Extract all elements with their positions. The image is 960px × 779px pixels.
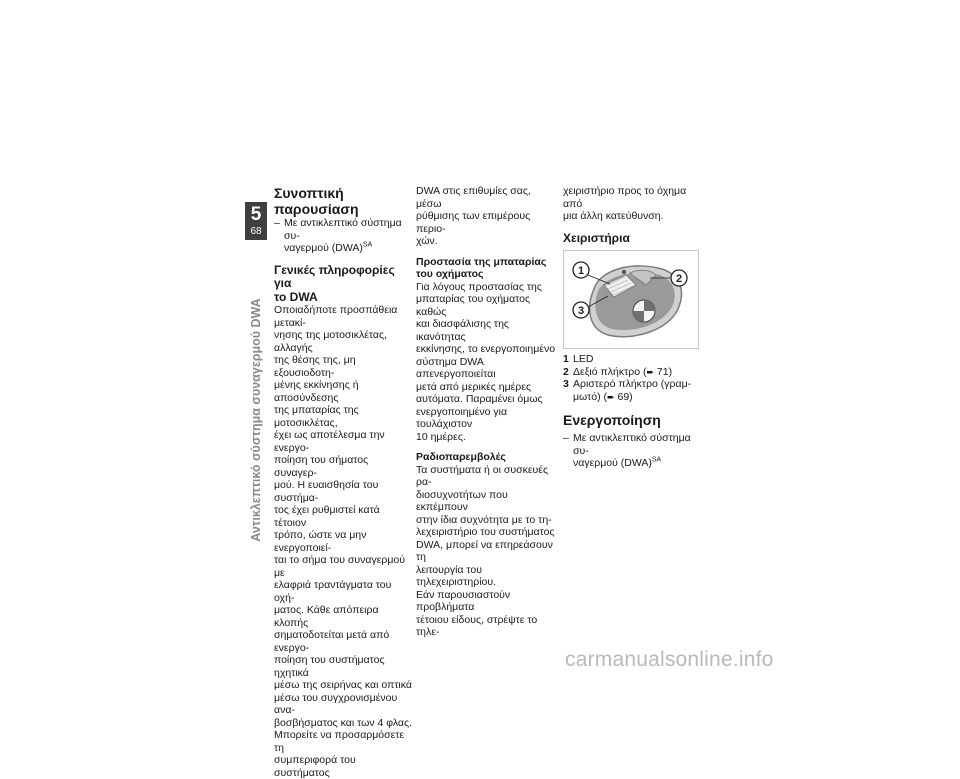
section-heading-overview: Συνοπτική παρουσίαση — [274, 185, 359, 217]
text-line: ται το σήμα του συναγερμού με — [274, 554, 406, 579]
column-2 — [416, 185, 556, 639]
text-line: συμπεριφορά του συστήματος — [274, 754, 356, 779]
text-line: Οποιαδήποτε προσπάθεια μετακί- — [274, 304, 398, 329]
text-line: στην ίδια συχνότητα με το τη- — [416, 513, 552, 526]
text-line: ελαφριά τραντάγματα του οχή- — [274, 579, 392, 604]
text-line: μέσω του συγχρονισμένου ανα- — [274, 691, 398, 716]
text-line: ενεργοποιημένο για τουλάχιστον — [416, 405, 508, 430]
text-line: μού. Η ευαισθησία του συστήμα- — [274, 479, 379, 504]
callout-label-2: 2 — [675, 273, 683, 285]
text-line: τρόπο, ώστε να μην ενεργοποιεί- — [274, 529, 367, 554]
optional-equipment-mark: SA — [651, 456, 662, 464]
radio-interference-body — [416, 464, 556, 639]
text-line: διοσυχνοτήτων που εκπέμπουν — [416, 488, 508, 513]
chapter-side-title: Αντικλεπτικό σύστημα συναγερμού DWA — [249, 298, 263, 542]
text-line: 10 ημέρες. — [416, 430, 466, 443]
general-info-body — [274, 304, 414, 779]
column-1 — [274, 185, 414, 779]
text-line: DWA, μπορεί να επηρεάσουν τη — [416, 538, 553, 563]
text-line: μέσω της σειρήνας και οπτικά — [274, 679, 412, 691]
subheading-battery-protection: Προστασία της μπαταρίας του οχήματος — [416, 255, 547, 280]
optional-equipment-mark: SA — [362, 241, 373, 249]
text-line: της μπαταρίας της μοτοσικλέτας, — [274, 404, 359, 429]
text-line: εκκίνησης, το ενεργοποιημένο — [416, 343, 556, 355]
text-line: μετά από μερικές ημέρες — [416, 380, 532, 393]
text-line: λειτουργία του τηλεχειριστηρίου. — [416, 563, 497, 588]
page-reference-arrow-icon: ➨ — [646, 366, 654, 377]
page-reference-arrow-icon: ➨ — [607, 391, 615, 402]
chapter-number: 5 — [250, 204, 262, 225]
text-line: χών. — [416, 235, 438, 247]
continued-text — [416, 185, 556, 248]
subheading-general-info: Γενικές πληροφορίες για το DWA — [274, 262, 395, 304]
text-line: μια άλλη κατεύθυνση. — [563, 210, 664, 222]
text-line: χειριστήριο προς το όχημα από — [563, 185, 687, 210]
chapter-badge — [245, 202, 267, 240]
text-line: λεχειριστήριο του συστήματος — [416, 526, 555, 538]
text-line: νησης της μοτοσικλέτας, αλλαγής — [274, 329, 387, 354]
equipment-note: – Με αντικλεπτικό σύστημα συ- ναγερμού (DWA)$^{SA}$ — [274, 217, 414, 255]
text-line: μπαταρίας του οχήματος καθώς — [416, 293, 531, 318]
callout-label-1: 1 — [577, 265, 585, 277]
text-line: ρύθμισης των επιμέρους περιο- — [416, 210, 531, 235]
text-line: ποίηση του συστήματος ηχητικά — [274, 654, 385, 679]
equipment-note: – Με αντικλεπτικό σύστημα συ- ναγερμού (DWA)$^{SA}$ — [563, 432, 703, 470]
subheading-remote-control: Χειριστήρια — [563, 230, 630, 245]
text-line: ματος. Κάθε απόπειρα κλοπής — [274, 604, 379, 629]
remote-key-figure — [563, 250, 699, 349]
legend-item: 2 Δεξιό πλήκτρο (➨ 71) — [563, 365, 673, 378]
text-line: DWA στις επιθυμίες σας, μέσω — [416, 185, 531, 210]
remote-key-illustration — [564, 251, 698, 348]
text-line: μένης εκκίνησης ή αποσύνδεσης — [274, 379, 359, 404]
page-reference-link[interactable]: 69) — [617, 390, 633, 403]
continued-text — [563, 185, 703, 223]
page-number: 68 — [250, 226, 262, 237]
text-line: σύστημα DWA απενεργοποιείται — [416, 355, 496, 380]
text-line: και διασφάλισης της ικανότητας — [416, 318, 509, 343]
figure-legend — [563, 353, 703, 403]
text-line: τος έχει ρυθμιστεί κατά τέτοιον — [274, 504, 380, 529]
legend-item: 3 Αριστερό πλήκτρο (γραμ- μωτό) (➨ 69) — [563, 378, 692, 403]
text-line: ποίηση του σήματος συναγερ- — [274, 454, 369, 479]
text-line: βοσβήσματος και των 4 φλας. — [274, 716, 412, 729]
section-heading-activation: Ενεργοποίηση — [563, 412, 661, 428]
text-line: έχει ως αποτέλεσμα την ενεργο- — [274, 429, 385, 454]
page-reference-link[interactable]: 71) — [656, 365, 673, 378]
callout-label-3: 3 — [577, 305, 585, 317]
text-line: Μπορείτε να προσαρμόσετε τη — [274, 729, 405, 754]
subheading-radio-interference: Ραδιοπαρεμβολές — [416, 451, 506, 463]
battery-protection-body — [416, 281, 556, 444]
text-line: αυτόματα. Παραμένει όμως — [416, 393, 543, 405]
watermark-text: carmanualsonline.info — [565, 648, 774, 671]
text-line: τέτοιου είδους, στρέψτε το τηλε- — [416, 613, 538, 638]
text-line: σηματοδοτείται μετά από ενεργο- — [274, 629, 390, 654]
text-line: Για λόγους προστασίας της — [416, 280, 542, 293]
column-3 — [563, 185, 703, 470]
text-line: Εάν παρουσιαστούν προβλήματα — [416, 588, 511, 613]
legend-item: 1 LED — [563, 353, 594, 365]
text-line: Τα συστήματα ή οι συσκευές ρα- — [416, 463, 549, 488]
text-line: της θέσης της, μη εξουσιοδοτη- — [274, 354, 356, 379]
